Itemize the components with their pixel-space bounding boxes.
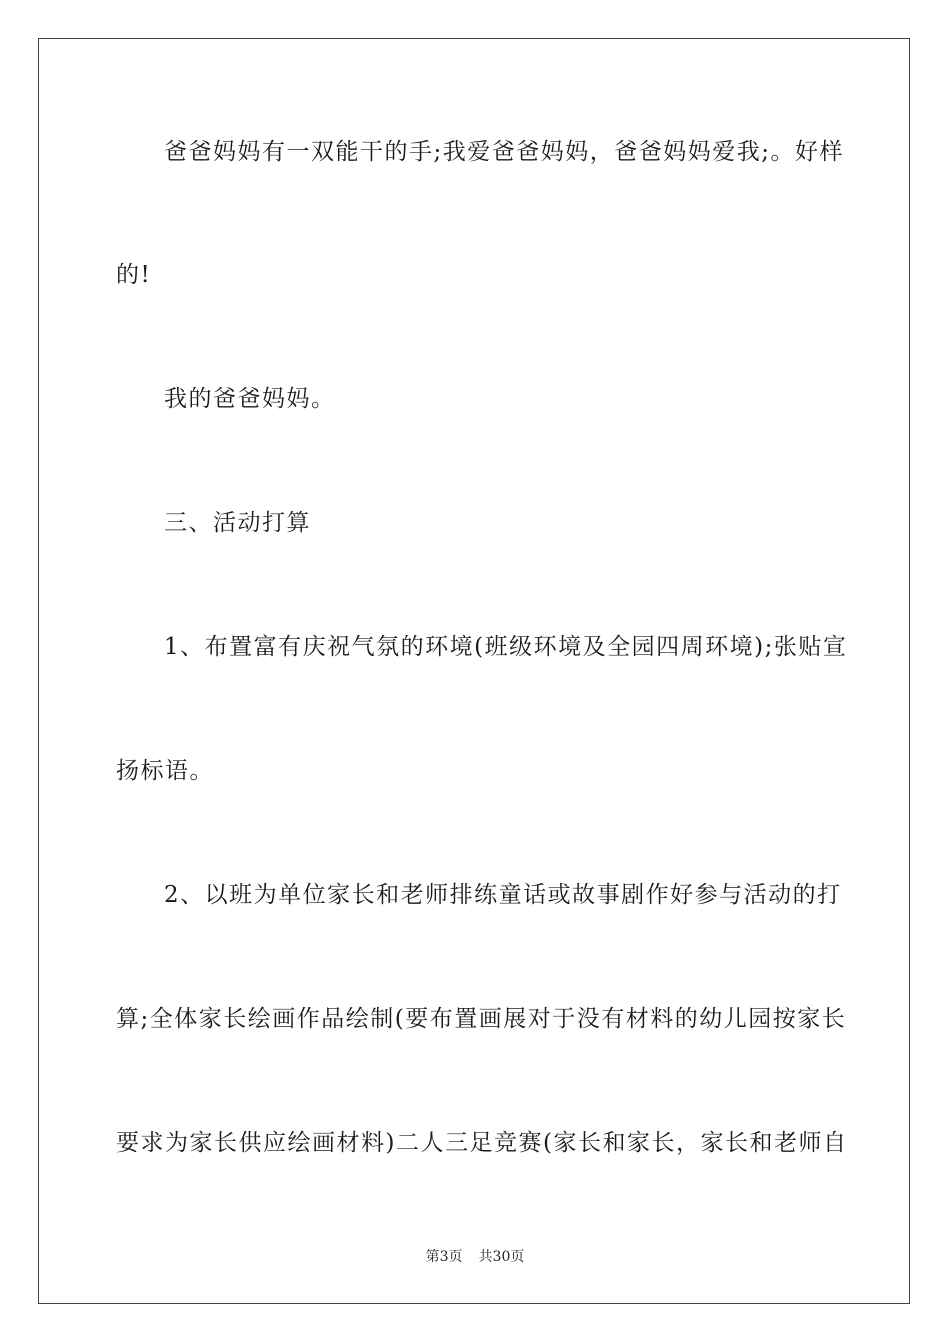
- paragraph-line-1: 爸爸妈妈有一双能干的手;我爱爸爸妈妈，爸爸妈妈爱我;。好样: [164, 139, 844, 165]
- paragraph-line-8: 算;全体家长绘画作品绘制(要布置画展对于没有材料的幼儿园按家长: [116, 1006, 847, 1032]
- paragraph-line-3: 我的爸爸妈妈。: [164, 386, 336, 412]
- paragraph-line-7: 2、以班为单位家长和老师排练童话或故事剧作好参与活动的打: [164, 882, 842, 908]
- page-border: [38, 38, 910, 1304]
- paragraph-line-2: 的!: [116, 262, 152, 288]
- paragraph-line-6: 扬标语。: [116, 758, 214, 784]
- page-number: 第3页: [425, 1249, 463, 1265]
- section-heading: 三、活动打算: [164, 510, 311, 536]
- page-footer: [0, 1248, 950, 1266]
- page-total: 共30页: [478, 1249, 525, 1265]
- paragraph-line-9: 要求为家长供应绘画材料)二人三足竞赛(家长和家长，家长和老师自: [116, 1130, 848, 1156]
- paragraph-line-5: 1、布置富有庆祝气氛的环境(班级环境及全园四周环境);张贴宣: [164, 634, 848, 660]
